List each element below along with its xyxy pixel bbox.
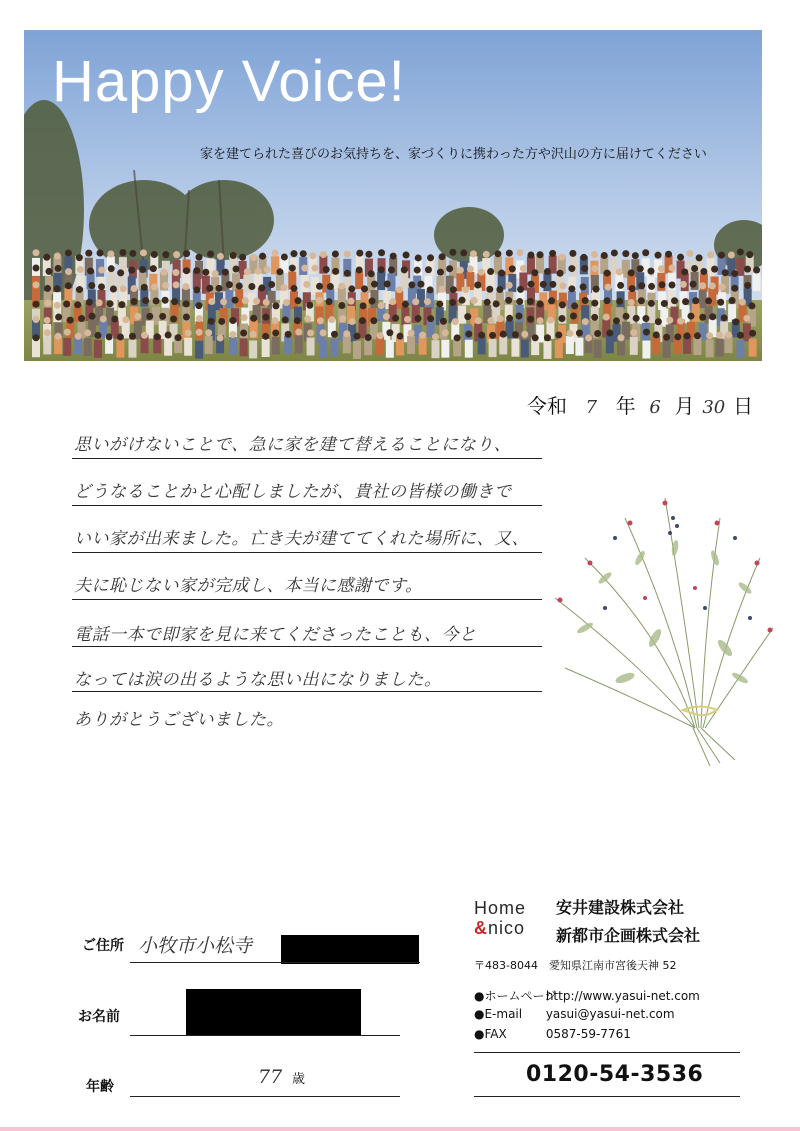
email-row — [474, 1007, 675, 1021]
date-year: 7 — [585, 397, 598, 418]
name-underline — [130, 1035, 400, 1036]
age-value: 77 — [258, 1066, 283, 1088]
homepage-label: ●ホームページ — [474, 989, 557, 1003]
date-month: 6 — [649, 397, 661, 418]
age-underline — [130, 1096, 400, 1097]
redaction-block — [281, 935, 419, 964]
company-logo-nico — [474, 918, 525, 939]
company-logo-nico-text: nico — [488, 918, 526, 938]
fax-row — [474, 1027, 631, 1041]
phone-top-rule — [474, 1052, 740, 1053]
company-address: 〒483-8044 愛知県江南市宮後天神 52 — [474, 959, 677, 972]
ruled-line — [72, 691, 542, 692]
date-day-unit: 日 — [733, 394, 754, 418]
letter-line: ありがとうございました。 — [74, 710, 284, 730]
ruled-line — [72, 458, 542, 459]
name-label: お名前 — [78, 1009, 120, 1025]
age-label: 年齢 — [86, 1079, 114, 1095]
letter-line: どうなることかと心配しましたが、貴社の皆様の働きで — [74, 482, 512, 502]
page-title: Happy Voice! — [52, 49, 406, 114]
homepage-row — [474, 987, 700, 1004]
redaction-block — [186, 989, 361, 1035]
letter-line: いい家が出来ました。亡き夫が建ててくれた場所に、又、 — [74, 529, 529, 549]
page-subtitle: 家を建てられた喜びのお気持ちを、家づくりに携わった方や沢山の方に届けてください — [200, 147, 707, 162]
letter-line: 電話一本で即家を見に来てくださったことも、今と — [74, 625, 477, 645]
fax-number: 0587-59-7761 — [545, 1027, 631, 1041]
date-year-unit: 年 — [615, 394, 636, 418]
address-underline — [130, 962, 420, 963]
ruled-line — [72, 599, 542, 600]
letter-line: 思いがけないことで、急に家を建て替えることになり、 — [74, 435, 512, 455]
ruled-line — [72, 646, 542, 647]
company-name-1: 安井建設株式会社 — [556, 898, 685, 917]
email-label: ●E-mail — [474, 1007, 523, 1021]
homepage-link[interactable]: http://www.yasui-net.com — [545, 989, 700, 1003]
company-name-2: 新都市企画株式会社 — [556, 926, 701, 945]
date-month-unit: 月 — [674, 394, 695, 418]
company-logo-home: Home — [474, 898, 527, 918]
date-day: 30 — [702, 397, 726, 418]
age-unit: 歳 — [292, 1072, 306, 1087]
ruled-line — [72, 505, 542, 506]
letter-line: なっては涙の出るような思い出になりました。 — [74, 670, 442, 690]
date-era: 令和 — [527, 394, 567, 418]
letter-line: 夫に恥じない家が完成し、本当に感謝です。 — [74, 576, 423, 596]
address-value: 小牧市小松寺 — [138, 935, 253, 957]
email-link[interactable]: yasui@yasui-net.com — [545, 1007, 675, 1021]
company-logo-amp: & — [474, 918, 488, 938]
flower-bouquet-illustration — [545, 478, 775, 768]
fax-label: ●FAX — [474, 1027, 507, 1041]
date — [527, 390, 753, 419]
phone-bottom-rule — [474, 1096, 740, 1097]
address-label: ご住所 — [82, 938, 124, 954]
phone-number: 0120-54-3536 — [526, 1062, 704, 1087]
ruled-line — [72, 552, 542, 553]
page-edge — [0, 1127, 800, 1131]
